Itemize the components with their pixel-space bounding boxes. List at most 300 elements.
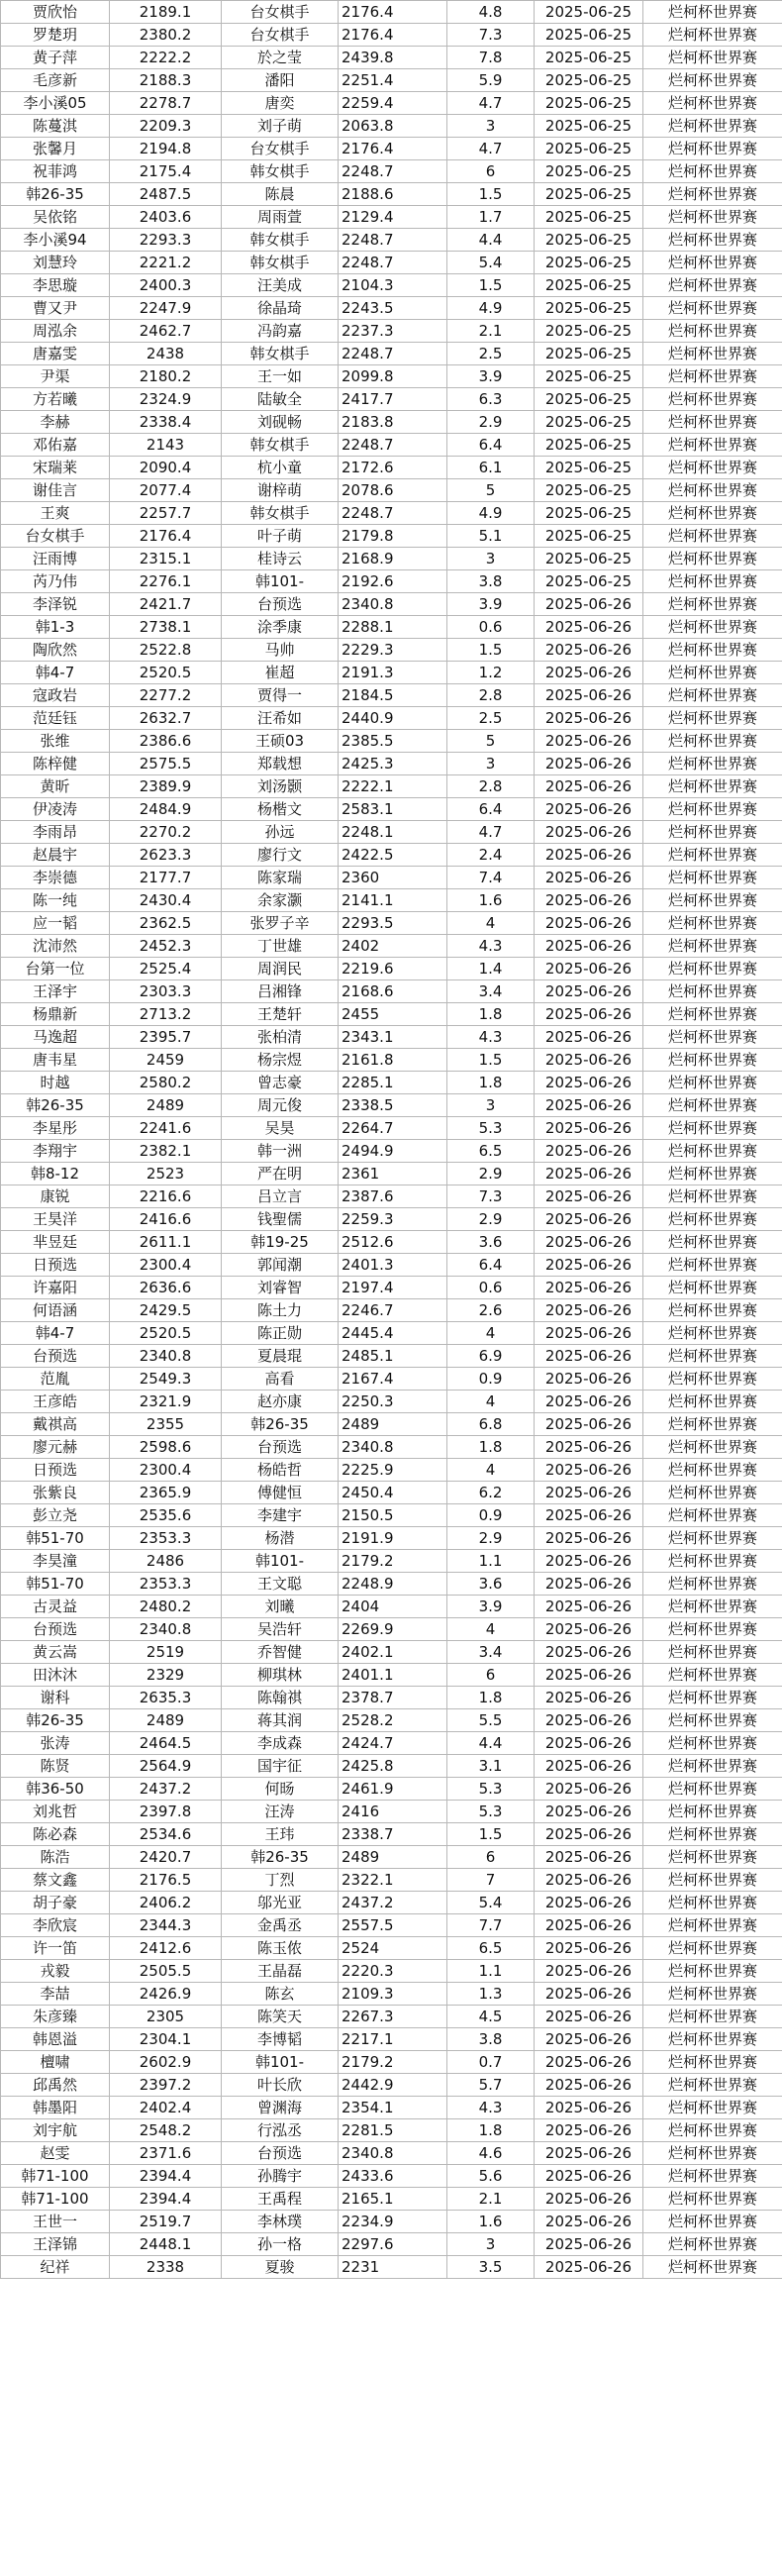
player-rating-cell: 2382.1 <box>110 1140 222 1163</box>
event-cell: 烂柯杯世界赛 <box>643 1049 782 1072</box>
table-row <box>1 684 782 707</box>
opponent-rating-cell: 2361 <box>339 1163 447 1185</box>
table-row <box>1 1345 782 1368</box>
opponent-name-cell: 刘子萌 <box>222 115 339 138</box>
player-rating-cell: 2395.7 <box>110 1026 222 1049</box>
table-row <box>1 775 782 798</box>
event-cell: 烂柯杯世界赛 <box>643 1391 782 1413</box>
event-cell: 烂柯杯世界赛 <box>643 1801 782 1823</box>
opponent-rating-cell: 2222.1 <box>339 775 447 798</box>
table-row <box>1 1026 782 1049</box>
player-name-cell: 陈一纯 <box>1 889 110 912</box>
player-rating-cell: 2438 <box>110 343 222 365</box>
player-rating-cell: 2324.9 <box>110 388 222 411</box>
date-cell: 2025-06-25 <box>535 479 643 502</box>
table-row <box>1 1185 782 1208</box>
table-row <box>1 1801 782 1823</box>
opponent-name-cell: 丁世雄 <box>222 935 339 958</box>
opponent-name-cell: 陈正勋 <box>222 1322 339 1345</box>
event-cell: 烂柯杯世界赛 <box>643 548 782 570</box>
player-rating-cell: 2394.4 <box>110 2165 222 2188</box>
opponent-name-cell: 韩女棋手 <box>222 160 339 183</box>
opponent-name-cell: 王玮 <box>222 1823 339 1846</box>
value-cell: 2.9 <box>447 411 535 434</box>
opponent-name-cell: 韩101- <box>222 1550 339 1573</box>
event-cell: 烂柯杯世界赛 <box>643 2188 782 2211</box>
opponent-name-cell: 傅健恒 <box>222 1482 339 1504</box>
opponent-rating-cell: 2248.1 <box>339 821 447 844</box>
date-cell: 2025-06-26 <box>535 1345 643 1368</box>
value-cell: 7.3 <box>447 1185 535 1208</box>
table-row <box>1 502 782 525</box>
value-cell: 7 <box>447 1869 535 1892</box>
value-cell: 4 <box>447 1322 535 1345</box>
player-rating-cell: 2090.4 <box>110 457 222 479</box>
player-rating-cell: 2738.1 <box>110 616 222 639</box>
event-cell: 烂柯杯世界赛 <box>643 821 782 844</box>
date-cell: 2025-06-26 <box>535 844 643 867</box>
opponent-name-cell: 陈笑天 <box>222 2006 339 2028</box>
opponent-rating-cell: 2360 <box>339 867 447 889</box>
player-name-cell: 韩26-35 <box>1 1709 110 1732</box>
table-row <box>1 320 782 343</box>
opponent-name-cell: 唐奕 <box>222 92 339 115</box>
date-cell: 2025-06-25 <box>535 525 643 548</box>
date-cell: 2025-06-25 <box>535 47 643 69</box>
table-row <box>1 1846 782 1869</box>
player-name-cell: 日预选 <box>1 1459 110 1482</box>
opponent-rating-cell: 2297.6 <box>339 2233 447 2256</box>
player-rating-cell: 2480.2 <box>110 1596 222 1618</box>
date-cell: 2025-06-25 <box>535 138 643 160</box>
table-row <box>1 183 782 206</box>
player-rating-cell: 2602.9 <box>110 2051 222 2074</box>
table-row <box>1 457 782 479</box>
value-cell: 3.1 <box>447 1755 535 1778</box>
table-row <box>1 1254 782 1277</box>
date-cell: 2025-06-26 <box>535 2074 643 2097</box>
value-cell: 6.1 <box>447 457 535 479</box>
player-name-cell: 戎毅 <box>1 1960 110 1983</box>
date-cell: 2025-06-26 <box>535 1504 643 1527</box>
table-row <box>1 912 782 935</box>
table-row <box>1 2028 782 2051</box>
table-row <box>1 1049 782 1072</box>
opponent-name-cell: 谢梓萌 <box>222 479 339 502</box>
table-row <box>1 980 782 1003</box>
date-cell: 2025-06-26 <box>535 1026 643 1049</box>
event-cell: 烂柯杯世界赛 <box>643 1026 782 1049</box>
opponent-name-cell: 周润民 <box>222 958 339 980</box>
opponent-name-cell: 余家灏 <box>222 889 339 912</box>
date-cell: 2025-06-26 <box>535 1846 643 1869</box>
value-cell: 3.4 <box>447 980 535 1003</box>
player-name-cell: 韩恩溢 <box>1 2028 110 2051</box>
value-cell: 6 <box>447 160 535 183</box>
opponent-name-cell: 韩一洲 <box>222 1140 339 1163</box>
opponent-rating-cell: 2416 <box>339 1801 447 1823</box>
opponent-name-cell: 冯韵嘉 <box>222 320 339 343</box>
event-cell: 烂柯杯世界赛 <box>643 457 782 479</box>
date-cell: 2025-06-26 <box>535 2119 643 2142</box>
event-cell: 烂柯杯世界赛 <box>643 1436 782 1459</box>
player-rating-cell: 2353.3 <box>110 1527 222 1550</box>
event-cell: 烂柯杯世界赛 <box>643 24 782 47</box>
opponent-rating-cell: 2524 <box>339 1937 447 1960</box>
date-cell: 2025-06-26 <box>535 1277 643 1299</box>
event-cell: 烂柯杯世界赛 <box>643 365 782 388</box>
player-rating-cell: 2180.2 <box>110 365 222 388</box>
opponent-rating-cell: 2442.9 <box>339 2074 447 2097</box>
player-rating-cell: 2416.6 <box>110 1208 222 1231</box>
event-cell: 烂柯杯世界赛 <box>643 1299 782 1322</box>
table-row <box>1 1664 782 1687</box>
event-cell: 烂柯杯世界赛 <box>643 525 782 548</box>
event-cell: 烂柯杯世界赛 <box>643 1231 782 1254</box>
event-cell: 烂柯杯世界赛 <box>643 1573 782 1596</box>
opponent-name-cell: 孙远 <box>222 821 339 844</box>
table-row <box>1 252 782 274</box>
player-name-cell: 韩51-70 <box>1 1573 110 1596</box>
event-cell: 烂柯杯世界赛 <box>643 1 782 24</box>
player-name-cell: 王泽锦 <box>1 2233 110 2256</box>
player-name-cell: 古灵益 <box>1 1596 110 1618</box>
player-rating-cell: 2484.9 <box>110 798 222 821</box>
opponent-name-cell: 杨潜 <box>222 1527 339 1550</box>
table-row <box>1 730 782 753</box>
date-cell: 2025-06-26 <box>535 684 643 707</box>
opponent-rating-cell: 2378.7 <box>339 1687 447 1709</box>
table-row <box>1 616 782 639</box>
opponent-name-cell: 刘曦 <box>222 1596 339 1618</box>
date-cell: 2025-06-26 <box>535 753 643 775</box>
player-rating-cell: 2397.8 <box>110 1801 222 1823</box>
player-rating-cell: 2452.3 <box>110 935 222 958</box>
table-row <box>1 639 782 662</box>
player-rating-cell: 2340.8 <box>110 1618 222 1641</box>
opponent-rating-cell: 2402.1 <box>339 1641 447 1664</box>
value-cell: 4.4 <box>447 1732 535 1755</box>
date-cell: 2025-06-25 <box>535 115 643 138</box>
player-rating-cell: 2300.4 <box>110 1459 222 1482</box>
date-cell: 2025-06-25 <box>535 1 643 24</box>
opponent-rating-cell: 2248.7 <box>339 252 447 274</box>
value-cell: 3.4 <box>447 1641 535 1664</box>
opponent-rating-cell: 2183.8 <box>339 411 447 434</box>
opponent-name-cell: 台女棋手 <box>222 1 339 24</box>
opponent-rating-cell: 2417.7 <box>339 388 447 411</box>
event-cell: 烂柯杯世界赛 <box>643 2006 782 2028</box>
event-cell: 烂柯杯世界赛 <box>643 1846 782 1869</box>
player-name-cell: 李雨昂 <box>1 821 110 844</box>
date-cell: 2025-06-26 <box>535 980 643 1003</box>
table-row <box>1 1687 782 1709</box>
opponent-name-cell: 陈晨 <box>222 183 339 206</box>
player-rating-cell: 2522.8 <box>110 639 222 662</box>
opponent-rating-cell: 2220.3 <box>339 1960 447 1983</box>
date-cell: 2025-06-26 <box>535 1049 643 1072</box>
player-rating-cell: 2340.8 <box>110 1345 222 1368</box>
player-name-cell: 张涛 <box>1 1732 110 1755</box>
date-cell: 2025-06-26 <box>535 1914 643 1937</box>
player-name-cell: 唐韦星 <box>1 1049 110 1072</box>
player-name-cell: 汪雨博 <box>1 548 110 570</box>
table-row <box>1 388 782 411</box>
opponent-name-cell: 台女棋手 <box>222 24 339 47</box>
date-cell: 2025-06-25 <box>535 252 643 274</box>
opponent-rating-cell: 2385.5 <box>339 730 447 753</box>
opponent-name-cell: 邬光亚 <box>222 1892 339 1914</box>
player-name-cell: 台女棋手 <box>1 525 110 548</box>
opponent-rating-cell: 2109.3 <box>339 1983 447 2006</box>
opponent-rating-cell: 2197.4 <box>339 1277 447 1299</box>
opponent-name-cell: 曾志豪 <box>222 1072 339 1094</box>
date-cell: 2025-06-26 <box>535 1573 643 1596</box>
opponent-name-cell: 刘睿智 <box>222 1277 339 1299</box>
player-rating-cell: 2386.6 <box>110 730 222 753</box>
table-row <box>1 753 782 775</box>
opponent-rating-cell: 2494.9 <box>339 1140 447 1163</box>
event-cell: 烂柯杯世界赛 <box>643 1892 782 1914</box>
player-name-cell: 芮乃伟 <box>1 570 110 593</box>
opponent-rating-cell: 2338.7 <box>339 1823 447 1846</box>
event-cell: 烂柯杯世界赛 <box>643 1482 782 1504</box>
date-cell: 2025-06-26 <box>535 1208 643 1231</box>
event-cell: 烂柯杯世界赛 <box>643 1755 782 1778</box>
opponent-rating-cell: 2248.7 <box>339 229 447 252</box>
player-rating-cell: 2338 <box>110 2256 222 2279</box>
opponent-name-cell: 陆敏全 <box>222 388 339 411</box>
date-cell: 2025-06-26 <box>535 730 643 753</box>
opponent-rating-cell: 2231 <box>339 2256 447 2279</box>
opponent-rating-cell: 2424.7 <box>339 1732 447 1755</box>
opponent-name-cell: 桂诗云 <box>222 548 339 570</box>
value-cell: 1.8 <box>447 1436 535 1459</box>
table-row <box>1 2142 782 2165</box>
value-cell: 3 <box>447 2233 535 2256</box>
value-cell: 2.1 <box>447 320 535 343</box>
opponent-name-cell: 韩26-35 <box>222 1413 339 1436</box>
date-cell: 2025-06-26 <box>535 1391 643 1413</box>
opponent-name-cell: 张罗子辛 <box>222 912 339 935</box>
value-cell: 5.3 <box>447 1801 535 1823</box>
date-cell: 2025-06-26 <box>535 775 643 798</box>
opponent-rating-cell: 2512.6 <box>339 1231 447 1254</box>
event-cell: 烂柯杯世界赛 <box>643 889 782 912</box>
player-rating-cell: 2519 <box>110 1641 222 1664</box>
opponent-rating-cell: 2176.4 <box>339 138 447 160</box>
opponent-name-cell: 周元俊 <box>222 1094 339 1117</box>
value-cell: 6 <box>447 1846 535 1869</box>
opponent-rating-cell: 2104.3 <box>339 274 447 297</box>
event-cell: 烂柯杯世界赛 <box>643 1163 782 1185</box>
date-cell: 2025-06-26 <box>535 821 643 844</box>
opponent-rating-cell: 2489 <box>339 1846 447 1869</box>
event-cell: 烂柯杯世界赛 <box>643 2256 782 2279</box>
opponent-rating-cell: 2250.3 <box>339 1391 447 1413</box>
event-cell: 烂柯杯世界赛 <box>643 593 782 616</box>
value-cell: 2.8 <box>447 775 535 798</box>
table-row <box>1 2006 782 2028</box>
event-cell: 烂柯杯世界赛 <box>643 1687 782 1709</box>
opponent-name-cell: 孙一格 <box>222 2233 339 2256</box>
table-row <box>1 1732 782 1755</box>
player-rating-cell: 2216.6 <box>110 1185 222 1208</box>
player-rating-cell: 2548.2 <box>110 2119 222 2142</box>
event-cell: 烂柯杯世界赛 <box>643 1254 782 1277</box>
value-cell: 2.6 <box>447 1299 535 1322</box>
event-cell: 烂柯杯世界赛 <box>643 2097 782 2119</box>
event-cell: 烂柯杯世界赛 <box>643 1709 782 1732</box>
opponent-name-cell: 潘阳 <box>222 69 339 92</box>
player-name-cell: 陶欣然 <box>1 639 110 662</box>
date-cell: 2025-06-26 <box>535 1732 643 1755</box>
table-row <box>1 821 782 844</box>
player-rating-cell: 2623.3 <box>110 844 222 867</box>
player-rating-cell: 2487.5 <box>110 183 222 206</box>
event-cell: 烂柯杯世界赛 <box>643 1823 782 1846</box>
opponent-name-cell: 王禹程 <box>222 2188 339 2211</box>
opponent-name-cell: 曾渊海 <box>222 2097 339 2119</box>
opponent-rating-cell: 2167.4 <box>339 1368 447 1391</box>
player-rating-cell: 2397.2 <box>110 2074 222 2097</box>
table-row <box>1 206 782 229</box>
value-cell: 6.8 <box>447 1413 535 1436</box>
value-cell: 4.7 <box>447 821 535 844</box>
opponent-name-cell: 杨宗煜 <box>222 1049 339 1072</box>
value-cell: 1.5 <box>447 183 535 206</box>
event-cell: 烂柯杯世界赛 <box>643 730 782 753</box>
value-cell: 4.7 <box>447 92 535 115</box>
table-row <box>1 1482 782 1504</box>
opponent-rating-cell: 2063.8 <box>339 115 447 138</box>
player-rating-cell: 2564.9 <box>110 1755 222 1778</box>
date-cell: 2025-06-26 <box>535 1960 643 1983</box>
date-cell: 2025-06-26 <box>535 1778 643 1801</box>
value-cell: 6.5 <box>447 1937 535 1960</box>
value-cell: 1.3 <box>447 1983 535 2006</box>
value-cell: 4.5 <box>447 2006 535 2028</box>
player-name-cell: 方若曦 <box>1 388 110 411</box>
value-cell: 5.3 <box>447 1117 535 1140</box>
player-name-cell: 田沐沐 <box>1 1664 110 1687</box>
opponent-name-cell: 汪涛 <box>222 1801 339 1823</box>
player-name-cell: 陈贤 <box>1 1755 110 1778</box>
player-name-cell: 王昊洋 <box>1 1208 110 1231</box>
player-name-cell: 陈必森 <box>1 1823 110 1846</box>
date-cell: 2025-06-26 <box>535 1094 643 1117</box>
player-rating-cell: 2632.7 <box>110 707 222 730</box>
player-rating-cell: 2394.4 <box>110 2188 222 2211</box>
opponent-rating-cell: 2402 <box>339 935 447 958</box>
opponent-rating-cell: 2583.1 <box>339 798 447 821</box>
opponent-rating-cell: 2161.8 <box>339 1049 447 1072</box>
player-rating-cell: 2429.5 <box>110 1299 222 1322</box>
player-rating-cell: 2189.1 <box>110 1 222 24</box>
player-rating-cell: 2580.2 <box>110 1072 222 1094</box>
table-row <box>1 1778 782 1801</box>
date-cell: 2025-06-26 <box>535 867 643 889</box>
player-rating-cell: 2489 <box>110 1709 222 1732</box>
date-cell: 2025-06-26 <box>535 2142 643 2165</box>
value-cell: 3.6 <box>447 1573 535 1596</box>
opponent-name-cell: 贾得一 <box>222 684 339 707</box>
opponent-name-cell: 刘汤颢 <box>222 775 339 798</box>
value-cell: 6.4 <box>447 798 535 821</box>
date-cell: 2025-06-26 <box>535 1436 643 1459</box>
value-cell: 4 <box>447 1618 535 1641</box>
opponent-name-cell: 吕立言 <box>222 1185 339 1208</box>
table-row <box>1 138 782 160</box>
table-row <box>1 1914 782 1937</box>
opponent-rating-cell: 2489 <box>339 1413 447 1436</box>
player-rating-cell: 2464.5 <box>110 1732 222 1755</box>
value-cell: 2.9 <box>447 1527 535 1550</box>
date-cell: 2025-06-26 <box>535 1641 643 1664</box>
event-cell: 烂柯杯世界赛 <box>643 2233 782 2256</box>
table-row <box>1 1117 782 1140</box>
value-cell: 4 <box>447 912 535 935</box>
player-name-cell: 日预选 <box>1 1254 110 1277</box>
date-cell: 2025-06-25 <box>535 548 643 570</box>
opponent-name-cell: 陈玉侬 <box>222 1937 339 1960</box>
event-cell: 烂柯杯世界赛 <box>643 183 782 206</box>
player-name-cell: 黄子萍 <box>1 47 110 69</box>
value-cell: 3.8 <box>447 2028 535 2051</box>
opponent-name-cell: 崔超 <box>222 662 339 684</box>
date-cell: 2025-06-26 <box>535 1801 643 1823</box>
player-name-cell: 刘宇航 <box>1 2119 110 2142</box>
opponent-rating-cell: 2455 <box>339 1003 447 1026</box>
player-rating-cell: 2549.3 <box>110 1368 222 1391</box>
player-rating-cell: 2143 <box>110 434 222 457</box>
player-name-cell: 纪祥 <box>1 2256 110 2279</box>
opponent-rating-cell: 2229.3 <box>339 639 447 662</box>
player-rating-cell: 2304.1 <box>110 2028 222 2051</box>
player-name-cell: 许一笛 <box>1 1937 110 1960</box>
opponent-name-cell: 夏骏 <box>222 2256 339 2279</box>
date-cell: 2025-06-26 <box>535 1869 643 1892</box>
player-rating-cell: 2380.2 <box>110 24 222 47</box>
date-cell: 2025-06-26 <box>535 1231 643 1254</box>
player-name-cell: 时越 <box>1 1072 110 1094</box>
opponent-rating-cell: 2141.1 <box>339 889 447 912</box>
date-cell: 2025-06-26 <box>535 662 643 684</box>
table-row <box>1 2051 782 2074</box>
opponent-rating-cell: 2168.9 <box>339 548 447 570</box>
player-rating-cell: 2338.4 <box>110 411 222 434</box>
event-cell: 烂柯杯世界赛 <box>643 1869 782 1892</box>
table-row <box>1 2074 782 2097</box>
value-cell: 1.2 <box>447 662 535 684</box>
value-cell: 3.9 <box>447 593 535 616</box>
opponent-rating-cell: 2165.1 <box>339 2188 447 2211</box>
date-cell: 2025-06-25 <box>535 206 643 229</box>
value-cell: 0.7 <box>447 2051 535 2074</box>
event-cell: 烂柯杯世界赛 <box>643 2211 782 2233</box>
event-cell: 烂柯杯世界赛 <box>643 639 782 662</box>
player-rating-cell: 2535.6 <box>110 1504 222 1527</box>
table-row <box>1 1983 782 2006</box>
player-name-cell: 彭立尧 <box>1 1504 110 1527</box>
opponent-name-cell: 汪美成 <box>222 274 339 297</box>
table-row <box>1 1208 782 1231</box>
player-rating-cell: 2713.2 <box>110 1003 222 1026</box>
table-row <box>1 1 782 24</box>
value-cell: 4 <box>447 1459 535 1482</box>
opponent-name-cell: 何旸 <box>222 1778 339 1801</box>
player-name-cell: 寇政岩 <box>1 684 110 707</box>
